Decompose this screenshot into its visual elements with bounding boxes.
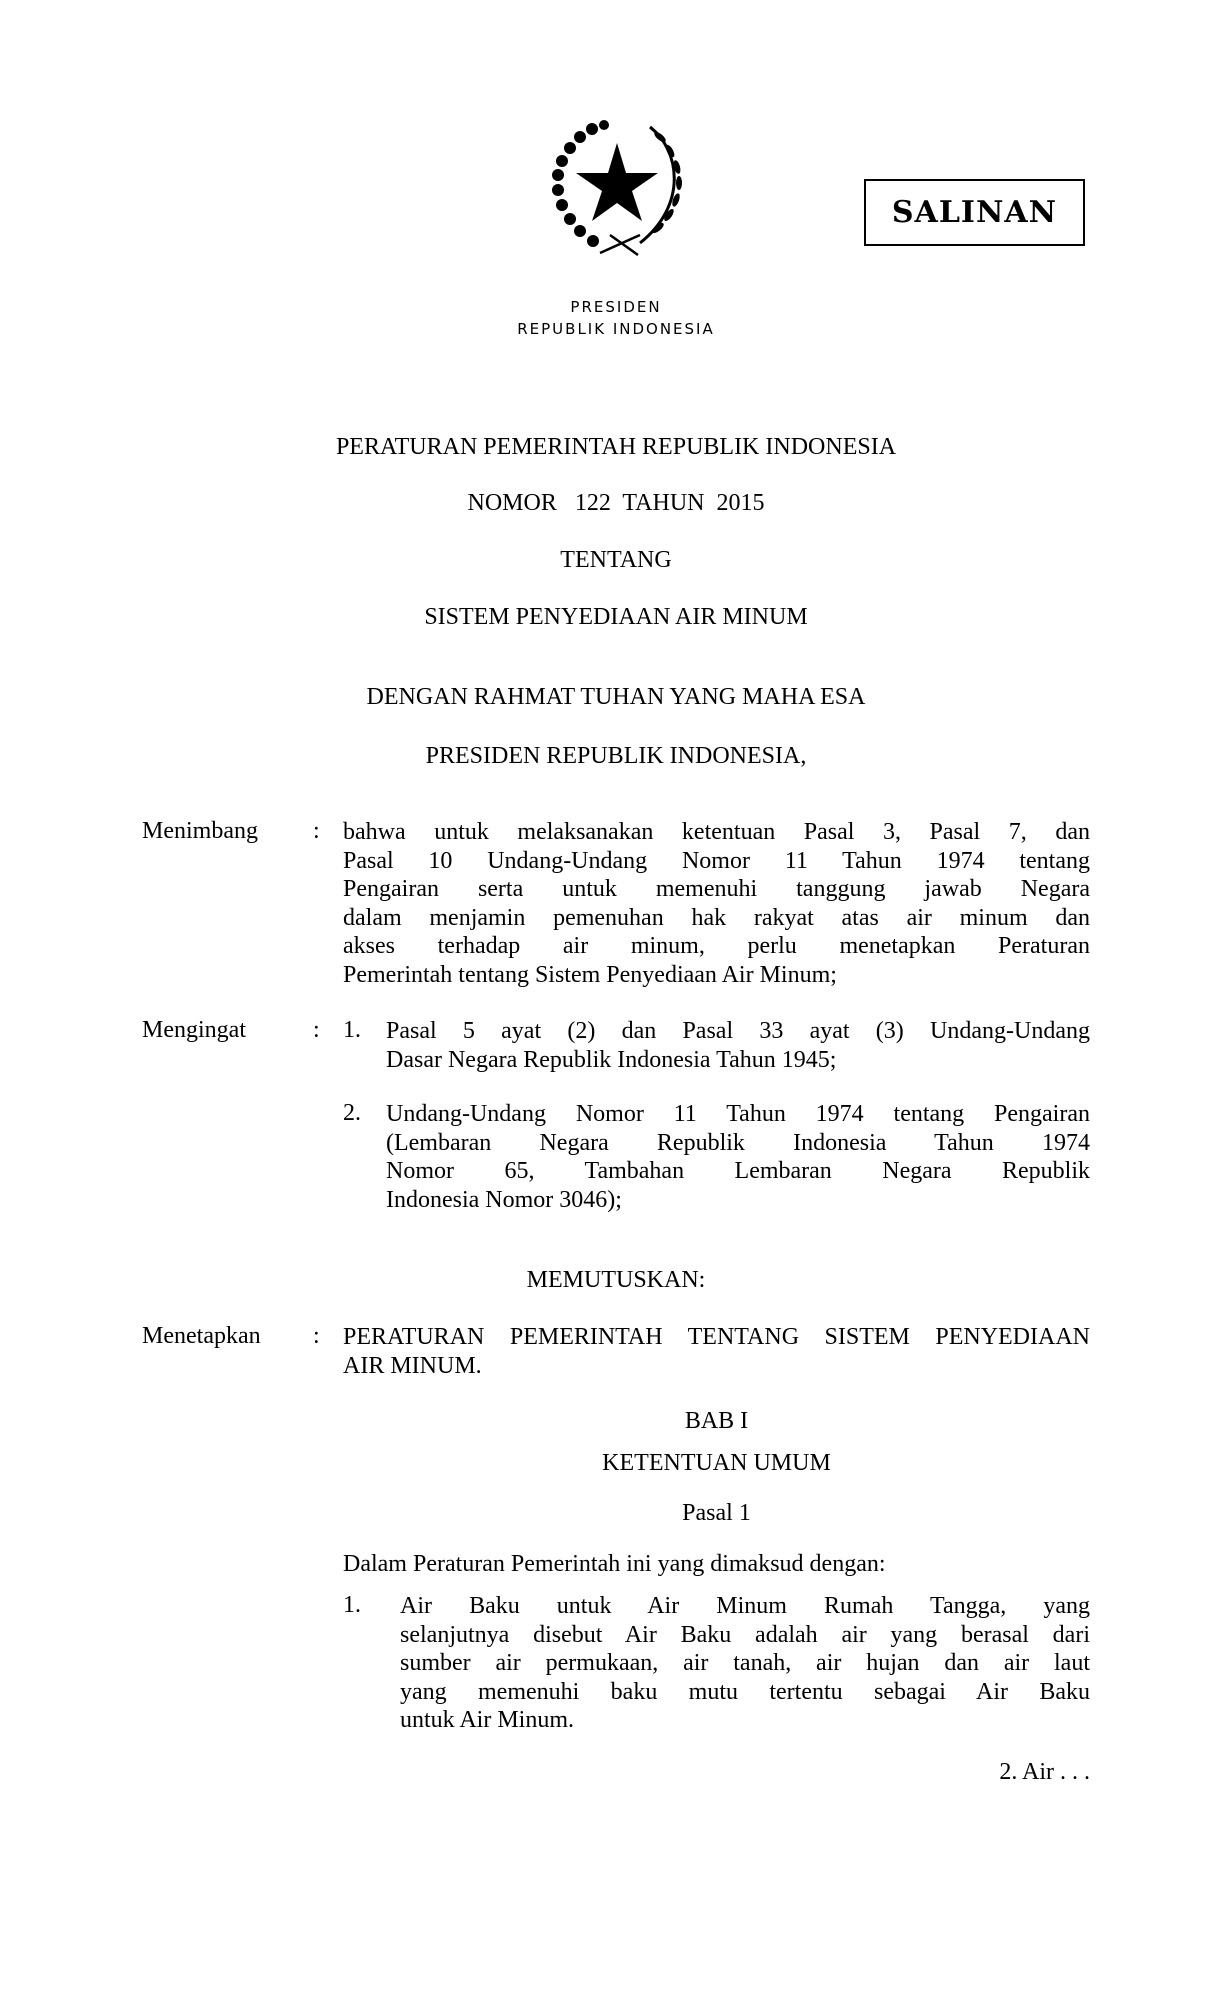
page-continuation: 2. Air . . .: [999, 1759, 1090, 1785]
mengingat-label: Mengingat: [142, 1017, 246, 1043]
text-line: PERATURAN PEMERINTAH TENTANG SISTEM PENYEDIAAN: [343, 1324, 1090, 1350]
menimbang-label: Menimbang: [142, 818, 258, 844]
regulation-title: PERATURAN PEMERINTAH REPUBLIK INDONESIA: [335, 434, 897, 460]
text-line: Pasal 10 Undang-Undang Nomor 11 Tahun 1974 tentang: [343, 847, 1090, 874]
memutuskan-heading: MEMUTUSKAN:: [526, 1267, 706, 1293]
colon: :: [313, 818, 320, 844]
president-line: PRESIDEN REPUBLIK INDONESIA,: [425, 743, 807, 769]
title-tentang: TENTANG: [560, 547, 672, 573]
emblem-caption: [416, 296, 816, 340]
colon: :: [313, 1017, 320, 1043]
text-line: dalam menjamin pemenuhan hak rakyat atas air minum dan: [343, 904, 1090, 931]
text-line: Indonesia Nomor 3046);: [386, 1186, 622, 1213]
text-line: selanjutnya disebut Air Baku adalah air yang berasal dari: [400, 1621, 1090, 1648]
text-line: Pemerintah tentang Sistem Penyediaan Air Minum;: [343, 961, 837, 988]
menetapkan-text: [343, 1323, 1090, 1380]
item-number: 2.: [343, 1100, 361, 1126]
bab-heading: BAB I: [684, 1408, 749, 1434]
emblem-line-2: REPUBLIK INDONESIA: [517, 320, 715, 338]
definitions-intro: Dalam Peraturan Pemerintah ini yang dimaksud dengan:: [343, 1551, 886, 1577]
text-line: bahwa untuk melaksanakan ketentuan Pasal 3, Pasal 7, dan: [343, 819, 1090, 845]
text-line: Nomor 65, Tambahan Lembaran Negara Republik: [386, 1158, 1090, 1184]
emblem-line-1: PRESIDEN: [570, 298, 662, 316]
definition-1: [400, 1592, 1090, 1735]
regulation-number: NOMOR 122 TAHUN 2015: [467, 490, 765, 516]
mengingat-item-2: [386, 1100, 1090, 1214]
stamp-text: SALINAN: [891, 195, 1058, 230]
text-line: (Lembaran Negara Republik Indonesia Tahun 1974: [386, 1129, 1090, 1156]
text-line: Air Baku untuk Air Minum Rumah Tangga, yang: [400, 1593, 1090, 1619]
salinan-stamp: [864, 179, 1085, 246]
bab-title: KETENTUAN UMUM: [602, 1450, 831, 1476]
text-line: untuk Air Minum.: [400, 1707, 575, 1733]
text-line: Undang-Undang Nomor 11 Tahun 1974 tentang Pengairan: [386, 1101, 1090, 1127]
text-line: sumber air permukaan, air tanah, air hujan dan air laut: [400, 1650, 1090, 1676]
pasal-heading: Pasal 1: [682, 1500, 751, 1526]
text-line: Pengairan serta untuk memenuhi tanggung jawab Negara: [343, 876, 1090, 902]
text-line: yang memenuhi baku mutu tertentu sebagai Air Baku: [400, 1678, 1090, 1705]
text-line: AIR MINUM.: [343, 1352, 482, 1379]
text-line: Pasal 5 ayat (2) dan Pasal 33 ayat (3) Undang-Undang: [386, 1018, 1090, 1044]
text-line: Dasar Negara Republik Indonesia Tahun 1945;: [386, 1046, 837, 1073]
item-number: 1.: [343, 1592, 361, 1618]
text-line: akses terhadap air minum, perlu menetapkan Peraturan: [343, 933, 1090, 959]
menetapkan-label: Menetapkan: [142, 1323, 261, 1349]
colon: :: [313, 1323, 320, 1349]
regulation-subject: SISTEM PENYEDIAAN AIR MINUM: [424, 604, 808, 630]
item-number: 1.: [343, 1017, 361, 1043]
preamble-line: DENGAN RAHMAT TUHAN YANG MAHA ESA: [366, 684, 866, 710]
presiden-emblem-icon: [540, 115, 695, 265]
menimbang-text: [343, 818, 1090, 989]
mengingat-item-1: [386, 1017, 1090, 1074]
